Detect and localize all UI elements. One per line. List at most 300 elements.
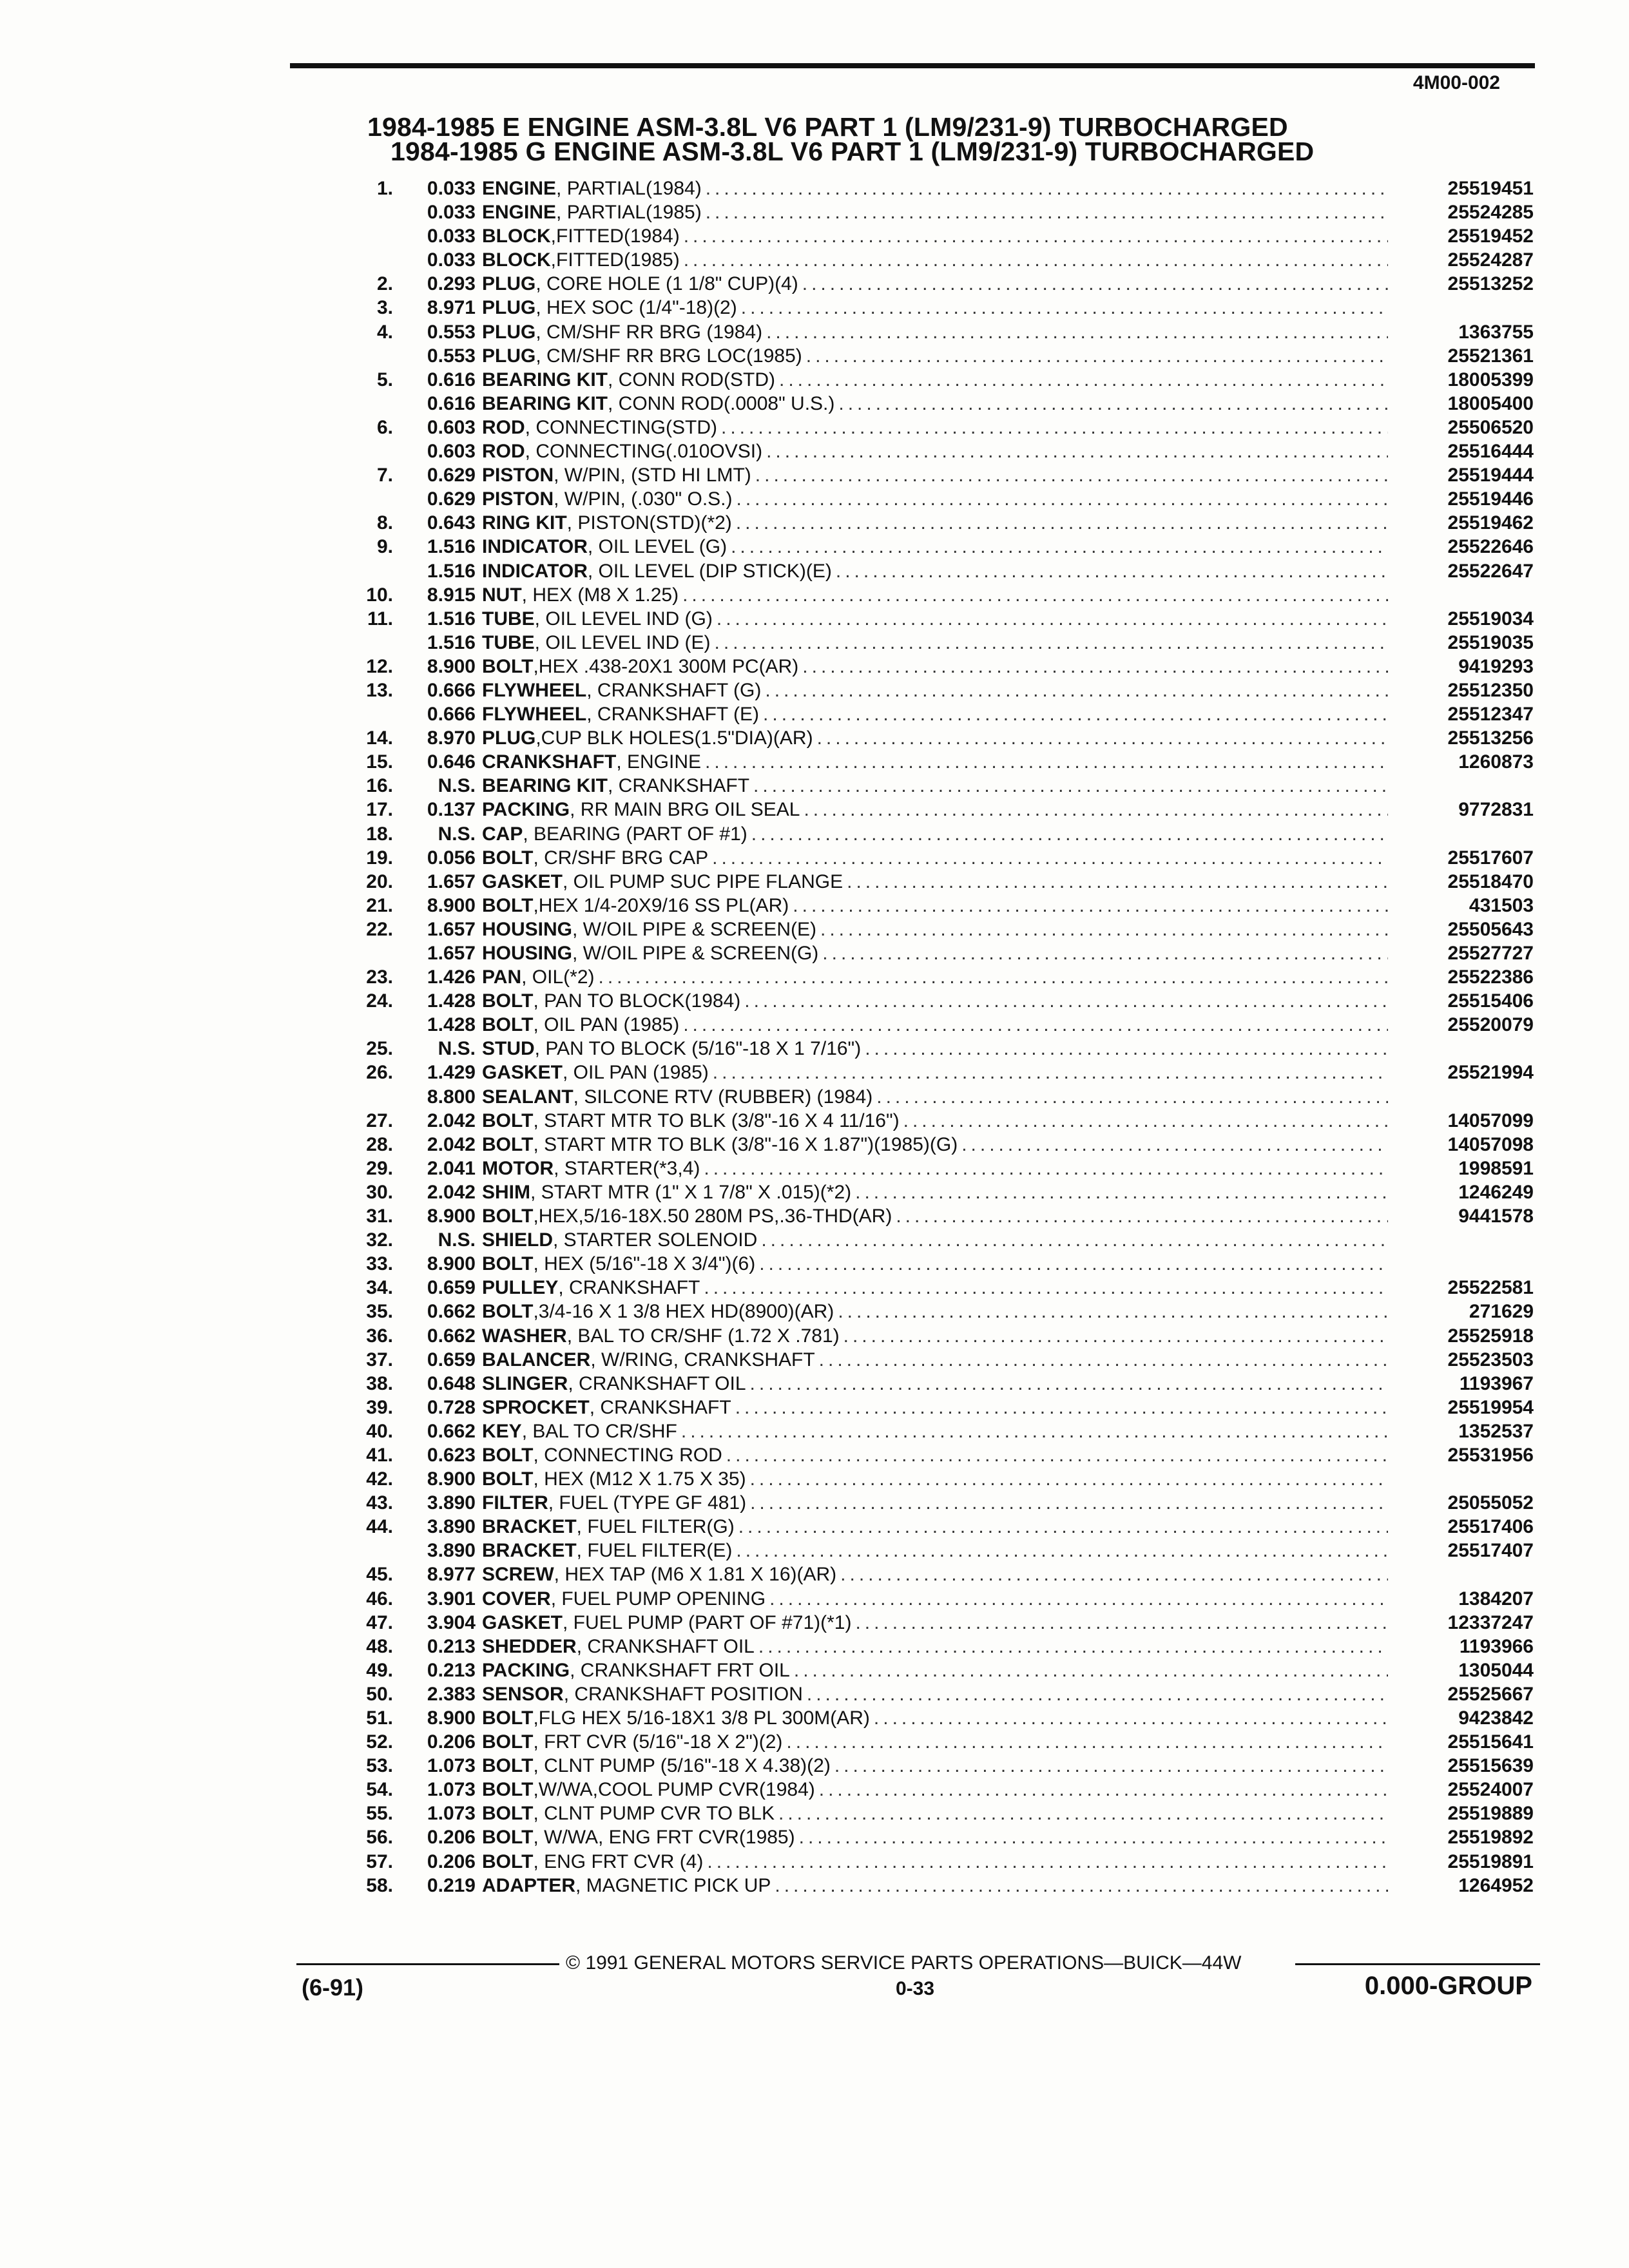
list-item — [342, 1421, 1534, 1445]
list-item — [342, 1684, 1534, 1707]
dot-leader — [817, 727, 1388, 749]
item-name: WASHER — [482, 1325, 567, 1347]
item-spec: , OIL LEVEL (DIP STICK)(E) — [587, 560, 832, 582]
item-name: FLYWHEEL — [482, 679, 587, 701]
group-number: 0.293 — [427, 273, 476, 295]
group-number: 0.623 — [427, 1444, 476, 1466]
item-description — [482, 656, 1392, 678]
item-spec: , CONNECTING(.010OVSI) — [525, 441, 763, 463]
item-spec: ,HEX 1/4-20X9/16 SS PL(AR) — [533, 894, 789, 916]
item-number: 3. — [376, 297, 393, 319]
parts-list — [342, 178, 1534, 1899]
item-name: PISTON — [482, 465, 554, 486]
dot-leader — [834, 1755, 1388, 1777]
group-number: 0.056 — [427, 847, 476, 869]
item-description — [482, 775, 1392, 797]
item-spec: , PARTIAL(1985) — [556, 202, 702, 224]
item-description — [482, 369, 1392, 391]
list-item — [342, 943, 1534, 966]
item-description — [482, 465, 1392, 486]
part-number: 1363755 — [1458, 321, 1534, 343]
group-number: 8.970 — [427, 727, 476, 749]
item-name: ROD — [482, 441, 525, 463]
item-spec: , START MTR TO BLK (3/8"-16 X 4 11/16") — [533, 1110, 900, 1131]
item-spec: , OIL(*2) — [521, 966, 595, 988]
group-number: 8.900 — [427, 894, 476, 916]
list-item — [342, 512, 1534, 536]
item-spec: , PAN TO BLOCK (5/16"-18 X 1 7/16") — [534, 1038, 862, 1060]
item-spec: ,HEX,5/16-18X.50 280M PS,.36-THD(AR) — [533, 1206, 892, 1227]
dot-leader — [763, 704, 1388, 726]
dot-leader — [793, 895, 1388, 917]
list-item — [342, 1540, 1534, 1564]
list-item — [342, 1373, 1534, 1397]
part-number: 25522646 — [1447, 536, 1534, 558]
item-name: GASKET — [482, 1611, 563, 1633]
group-number: 0.662 — [427, 1420, 476, 1442]
item-description — [482, 1229, 1392, 1251]
group-number: 1.516 — [427, 560, 476, 582]
item-description — [482, 1421, 1392, 1443]
list-item — [342, 1253, 1534, 1277]
list-item — [342, 1349, 1534, 1373]
item-number: 39. — [366, 1396, 393, 1418]
list-item — [342, 1206, 1534, 1229]
item-spec: , CRANKSHAFT — [589, 1396, 731, 1418]
dot-leader — [715, 632, 1388, 654]
item-description — [482, 1660, 1392, 1682]
part-number: 9441578 — [1458, 1206, 1534, 1227]
item-description — [482, 1731, 1392, 1753]
group-number: 8.971 — [427, 297, 476, 319]
list-item — [342, 751, 1534, 775]
group-number: 2.042 — [427, 1110, 476, 1131]
list-item — [342, 1492, 1534, 1516]
group-number: 1.657 — [427, 870, 476, 892]
item-spec: ,HEX .438-20X1 300M PC(AR) — [533, 655, 799, 677]
item-number: 15. — [366, 751, 393, 773]
item-spec: , CRANKSHAFT (E) — [586, 704, 760, 726]
page-title-block — [367, 112, 1476, 166]
item-name: BEARING KIT — [482, 369, 608, 390]
item-name: BEARING KIT — [482, 392, 608, 414]
group-number: 8.900 — [427, 1253, 476, 1275]
item-name: BOLT — [482, 1014, 534, 1036]
dot-leader — [737, 488, 1388, 510]
item-spec: , RR MAIN BRG OIL SEAL — [570, 799, 800, 821]
list-item — [342, 1397, 1534, 1421]
footer-rule-right — [1295, 1963, 1540, 1965]
dot-leader — [819, 1349, 1388, 1371]
item-spec: , HEX TAP (M6 X 1.81 X 16)(AR) — [554, 1564, 837, 1586]
dot-leader — [855, 1612, 1388, 1634]
item-description — [482, 1182, 1392, 1204]
item-description — [482, 1516, 1392, 1538]
item-number: 6. — [376, 416, 393, 438]
item-name: GASKET — [482, 1062, 563, 1084]
item-description — [482, 1373, 1392, 1395]
group-number: N.S. — [438, 1038, 476, 1060]
item-number: 31. — [366, 1206, 393, 1227]
item-description — [482, 1014, 1392, 1036]
list-item — [342, 1014, 1534, 1038]
item-number: 1. — [376, 178, 393, 199]
item-spec: , OIL PAN (1985) — [563, 1062, 709, 1084]
dot-leader — [599, 966, 1389, 988]
item-spec: , W/WA, ENG FRT CVR(1985) — [533, 1827, 795, 1849]
part-number: 25517406 — [1447, 1516, 1534, 1538]
dot-leader — [847, 871, 1388, 893]
item-name: SPROCKET — [482, 1396, 590, 1418]
item-number: 58. — [366, 1874, 393, 1896]
item-name: TUBE — [482, 631, 535, 653]
item-spec: , HEX (M8 X 1.25) — [521, 584, 679, 606]
item-name: ENGINE — [482, 178, 557, 199]
item-description — [482, 322, 1392, 343]
part-number: 25524007 — [1447, 1779, 1534, 1801]
part-number: 25525667 — [1447, 1683, 1534, 1705]
item-number: 36. — [366, 1325, 393, 1347]
list-item — [342, 1779, 1534, 1803]
item-spec: , CRANKSHAFT POSITION — [563, 1683, 803, 1705]
item-name: BOLT — [482, 894, 534, 916]
item-description — [482, 1875, 1392, 1897]
item-name: BOLT — [482, 1827, 534, 1849]
item-description — [482, 1325, 1392, 1347]
part-number: 25517407 — [1447, 1540, 1534, 1562]
list-item — [342, 990, 1534, 1014]
part-number: 25522647 — [1447, 560, 1534, 582]
item-number: 14. — [366, 727, 393, 749]
list-item — [342, 202, 1534, 226]
part-number: 9419293 — [1458, 655, 1534, 677]
item-name: BRACKET — [482, 1516, 577, 1538]
item-name: CAP — [482, 823, 523, 845]
item-number: 4. — [376, 321, 393, 343]
item-description — [482, 249, 1392, 271]
item-number: 53. — [366, 1755, 393, 1777]
item-name: BOLT — [482, 1707, 534, 1729]
group-number: 3.890 — [427, 1540, 476, 1562]
dot-leader — [786, 1731, 1388, 1753]
item-spec: , CM/SHF RR BRG LOC(1985) — [535, 345, 802, 367]
item-number: 54. — [366, 1779, 393, 1801]
list-item — [342, 536, 1534, 560]
part-number: 25524285 — [1447, 202, 1534, 224]
part-number: 431503 — [1469, 894, 1534, 916]
item-number: 37. — [366, 1349, 393, 1370]
group-number: 0.033 — [427, 226, 476, 247]
list-item — [342, 1827, 1534, 1850]
dot-leader — [820, 919, 1388, 941]
list-item — [342, 1062, 1534, 1086]
dot-leader — [750, 1492, 1388, 1514]
item-description — [482, 202, 1392, 224]
item-spec: ,3/4-16 X 1 3/8 HEX HD(8900)(AR) — [533, 1301, 834, 1323]
group-number: 0.643 — [427, 512, 476, 534]
list-item — [342, 322, 1534, 345]
list-item — [342, 966, 1534, 990]
group-number: 0.662 — [427, 1301, 476, 1323]
group-number: 8.800 — [427, 1086, 476, 1108]
part-number: 18005399 — [1447, 369, 1534, 390]
item-number: 26. — [366, 1062, 393, 1084]
part-number: 9423842 — [1458, 1707, 1534, 1729]
group-number: 1.073 — [427, 1755, 476, 1777]
part-number: 25516444 — [1447, 441, 1534, 463]
item-description — [482, 273, 1392, 295]
group-number: 0.206 — [427, 1850, 476, 1872]
dot-leader — [843, 1325, 1388, 1347]
item-spec: , BAL TO CR/SHF (1.72 X .781) — [566, 1325, 840, 1347]
list-item — [342, 1277, 1534, 1301]
part-number: 25515641 — [1447, 1731, 1534, 1753]
item-name: BOLT — [482, 1755, 534, 1777]
part-number: 1264952 — [1458, 1874, 1534, 1896]
dot-leader — [765, 680, 1388, 702]
item-number: 8. — [376, 512, 393, 534]
item-name: BOLT — [482, 847, 534, 869]
item-description — [482, 1468, 1392, 1490]
item-spec: ,FITTED(1985) — [550, 249, 680, 271]
item-spec: ,FITTED(1984) — [550, 226, 680, 247]
item-description — [482, 1277, 1392, 1299]
item-description — [482, 943, 1392, 965]
item-description — [482, 1349, 1392, 1371]
dot-leader — [775, 1875, 1388, 1897]
item-name: HOUSING — [482, 943, 573, 964]
group-number: 1.657 — [427, 918, 476, 940]
list-item — [342, 1038, 1534, 1062]
dot-leader — [769, 1588, 1388, 1610]
item-description — [482, 1253, 1392, 1275]
item-description — [482, 751, 1392, 773]
group-number: 2.042 — [427, 1133, 476, 1155]
item-description — [482, 704, 1392, 726]
item-name: BOLT — [482, 1468, 534, 1490]
item-name: BOLT — [482, 655, 534, 677]
part-number: 1260873 — [1458, 751, 1534, 773]
list-item — [342, 1086, 1534, 1110]
item-spec: , CRANKSHAFT OIL — [576, 1635, 755, 1657]
group-number: 0.219 — [427, 1874, 476, 1896]
item-description — [482, 727, 1392, 749]
item-name: BOLT — [482, 990, 534, 1012]
group-number: 2.383 — [427, 1683, 476, 1705]
item-number: 48. — [366, 1635, 393, 1657]
item-number: 51. — [366, 1707, 393, 1729]
list-item — [342, 1110, 1534, 1134]
part-number: 1998591 — [1458, 1157, 1534, 1179]
part-number: 12337247 — [1447, 1611, 1534, 1633]
part-number: 1193966 — [1459, 1635, 1534, 1657]
catalog-code: 4M00-002 — [1412, 72, 1500, 93]
list-item — [342, 608, 1534, 632]
item-name: SHEDDER — [482, 1635, 577, 1657]
item-spec: , W/PIN, (STD HI LMT) — [554, 465, 751, 486]
item-number: 20. — [366, 870, 393, 892]
item-spec: , CRANKSHAFT OIL — [568, 1372, 746, 1394]
group-number: 2.041 — [427, 1157, 476, 1179]
dot-leader — [874, 1707, 1388, 1729]
item-name: BOLT — [482, 1779, 534, 1801]
item-description — [482, 226, 1392, 247]
item-description — [482, 919, 1392, 941]
group-number: 0.616 — [427, 392, 476, 414]
item-name: PACKING — [482, 799, 570, 821]
item-description — [482, 847, 1392, 869]
item-number: 42. — [366, 1468, 393, 1490]
group-number: 3.904 — [427, 1611, 476, 1633]
item-name: SLINGER — [482, 1372, 568, 1394]
item-name: PAN — [482, 966, 522, 988]
item-name: KEY — [482, 1420, 522, 1442]
item-description — [482, 1158, 1392, 1180]
dot-leader — [706, 178, 1388, 200]
part-number: 1352537 — [1458, 1420, 1534, 1442]
item-name: BOLT — [482, 1803, 534, 1825]
group-number: 8.900 — [427, 1206, 476, 1227]
part-number: 1246249 — [1458, 1181, 1534, 1203]
item-description — [482, 1755, 1392, 1777]
group-number: 0.553 — [427, 321, 476, 343]
item-number: 38. — [366, 1372, 393, 1394]
group-number: 0.666 — [427, 704, 476, 726]
item-description — [482, 512, 1392, 534]
item-spec: ,W/WA,COOL PUMP CVR(1984) — [533, 1779, 815, 1801]
item-name: BLOCK — [482, 226, 551, 247]
part-number: 25518470 — [1447, 870, 1534, 892]
item-number: 16. — [366, 775, 393, 797]
group-number: 8.977 — [427, 1564, 476, 1586]
item-spec: , HEX (5/16"-18 X 3/4")(6) — [533, 1253, 756, 1275]
part-number: 25517607 — [1447, 847, 1534, 869]
page-title-line-2: 1984-1985 G ENGINE ASM-3.8L V6 PART 1 (LM9/231-9) TURBOCHARGED — [390, 137, 1315, 166]
dot-leader — [794, 1660, 1388, 1682]
dot-leader — [684, 249, 1388, 271]
item-number: 55. — [366, 1803, 393, 1825]
item-spec: , FRT CVR (5/16"-18 X 2")(2) — [533, 1731, 783, 1753]
item-description — [482, 608, 1392, 630]
item-name: BOLT — [482, 1301, 534, 1323]
item-name: BOLT — [482, 1731, 534, 1753]
item-spec: , CRANKSHAFT — [558, 1277, 700, 1299]
item-spec: , CM/SHF RR BRG (1984) — [535, 321, 763, 343]
group-number: 0.603 — [427, 441, 476, 463]
item-description — [482, 823, 1392, 845]
list-item — [342, 1636, 1534, 1660]
item-number: 32. — [366, 1229, 393, 1251]
item-spec: ,CUP BLK HOLES(1.5"DIA)(AR) — [535, 727, 813, 749]
part-number: 1193967 — [1459, 1372, 1534, 1394]
item-description — [482, 1588, 1392, 1610]
item-name: TUBE — [482, 608, 535, 629]
item-number: 11. — [367, 608, 393, 629]
part-number: 25527727 — [1447, 943, 1534, 964]
part-number: 1384207 — [1458, 1588, 1534, 1610]
item-spec: , OIL LEVEL (G) — [587, 536, 728, 558]
item-number: 57. — [366, 1850, 393, 1872]
item-spec: , ENGINE — [616, 751, 702, 773]
part-number: 14057099 — [1447, 1110, 1534, 1131]
item-name: SEALANT — [482, 1086, 574, 1108]
item-spec: , MAGNETIC PICK UP — [575, 1874, 771, 1896]
dot-leader — [778, 1803, 1388, 1825]
item-spec: , CONNECTING(STD) — [525, 416, 717, 438]
item-spec: , W/PIN, (.030" O.S.) — [554, 488, 733, 510]
item-description — [482, 871, 1392, 893]
list-item — [342, 345, 1534, 369]
item-number: 50. — [366, 1683, 393, 1705]
item-spec: , CRANKSHAFT FRT OIL — [570, 1659, 790, 1681]
item-description — [482, 1684, 1392, 1706]
group-number: 0.629 — [427, 488, 476, 510]
item-name: COVER — [482, 1588, 551, 1610]
item-spec: , CRANKSHAFT (G) — [586, 679, 762, 701]
dot-leader — [806, 345, 1388, 367]
part-number: 25531956 — [1447, 1444, 1534, 1466]
part-number: 25515639 — [1447, 1755, 1534, 1777]
dot-leader — [766, 322, 1388, 343]
group-number: 8.900 — [427, 1468, 476, 1490]
part-number: 1305044 — [1458, 1659, 1534, 1681]
item-number: 33. — [366, 1253, 393, 1275]
list-item — [342, 297, 1534, 321]
list-item — [342, 680, 1534, 704]
item-number: 25. — [366, 1038, 393, 1060]
dot-leader — [838, 393, 1388, 415]
copyright-notice: © 1991 GENERAL MOTORS SERVICE PARTS OPERATIONS—BUICK—44W — [566, 1952, 1242, 1974]
item-spec: , OIL PUMP SUC PIPE FLANGE — [563, 870, 843, 892]
dot-leader — [735, 1397, 1388, 1419]
dot-leader — [758, 1636, 1388, 1658]
item-spec: , ENG FRT CVR (4) — [533, 1850, 704, 1872]
item-spec: , BEARING (PART OF #1) — [523, 823, 747, 845]
part-number: 25521361 — [1447, 345, 1534, 367]
group-number: 0.659 — [427, 1349, 476, 1370]
item-number: 17. — [366, 799, 393, 821]
item-name: BOLT — [482, 1444, 534, 1466]
item-description — [482, 1707, 1392, 1729]
dot-leader — [684, 226, 1388, 247]
dot-leader — [738, 1516, 1388, 1538]
item-number: 29. — [366, 1157, 393, 1179]
item-spec: , CONNECTING ROD — [533, 1444, 722, 1466]
part-number: 25519889 — [1447, 1803, 1534, 1825]
item-name: PLUG — [482, 727, 536, 749]
dot-leader — [766, 441, 1388, 463]
group-number: 0.648 — [427, 1372, 476, 1394]
item-description — [482, 1851, 1392, 1873]
item-spec: , START MTR (1" X 1 7/8" X .015)(*2) — [530, 1181, 852, 1203]
part-number: 25524287 — [1447, 249, 1534, 271]
item-spec: , HEX SOC (1/4"-18)(2) — [535, 297, 737, 319]
dot-leader — [755, 465, 1388, 486]
group-number: 8.900 — [427, 1707, 476, 1729]
part-number: 25519891 — [1447, 1850, 1534, 1872]
list-item — [342, 823, 1534, 847]
group-number: 0.629 — [427, 465, 476, 486]
item-spec: , FUEL FILTER(E) — [576, 1540, 733, 1562]
item-name: SHIM — [482, 1181, 530, 1203]
item-number: 19. — [366, 847, 393, 869]
group-number: N.S. — [438, 775, 476, 797]
item-description — [482, 632, 1392, 654]
item-number: 12. — [366, 655, 393, 677]
group-number: 0.213 — [427, 1635, 476, 1657]
list-item — [342, 561, 1534, 584]
item-name: BRACKET — [482, 1540, 577, 1562]
